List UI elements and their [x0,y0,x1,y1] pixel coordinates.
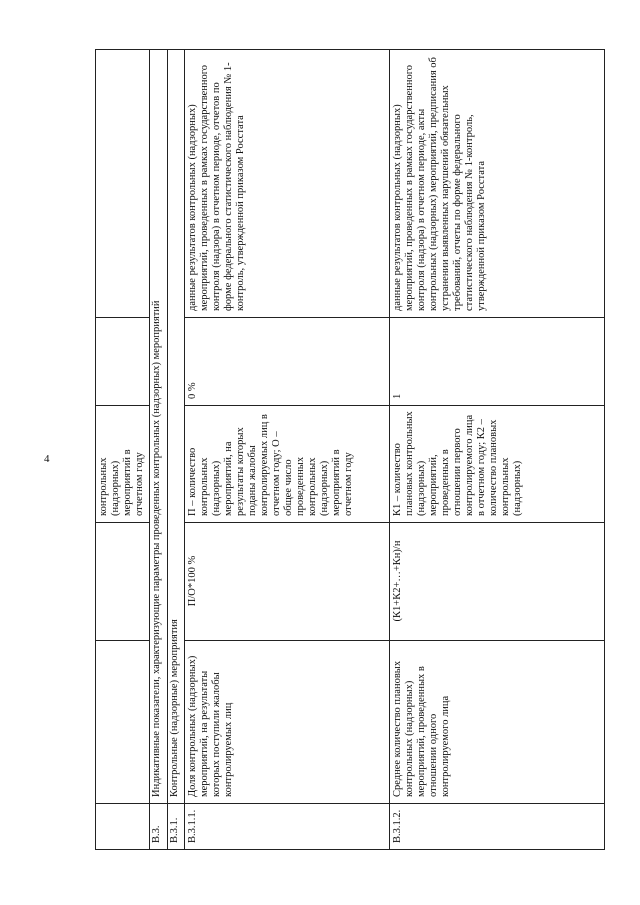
target-cell [96,318,150,406]
indicator-name: Доля контрольных (надзорных) мероприятий, на результаты которых поступили жалобы контролируемых лиц [184,641,389,804]
table-row [184,50,389,850]
formula-cell [96,523,150,641]
indicator-source: данные результатов контрольных (надзорных) мероприятий, проведенных в рамках государственного контроля (надзора) в отчетном периоде, отчетов по форме федерального статистического наблюдения № 1-контроль, утвержденной приказом Росстата [184,50,389,318]
indicator-formula: П/О*100 % [184,523,389,641]
name-cell [96,641,150,804]
indicators-table-sheet [95,50,605,850]
subsection-code: В.3.1. [167,804,184,850]
indicator-target: 1 [390,318,605,406]
table-row [390,50,605,850]
indicator-definitions: К1 – количество плановых контрольных (надзорных) мероприятий, проведенных в отношении первого контролируемого лица в отчетном году; К2 – количество плановых контрольных (надзорных) [390,406,605,523]
indicator-name: Среднее количество плановых контрольных (надзорных) мероприятий, проведенных в отношении одного контролируемого лица [390,641,605,804]
section-code: В.3. [150,804,167,850]
subsection-row [167,50,184,850]
page-number: 4 [44,453,50,465]
indicator-source: данные результатов контрольных (надзорных) мероприятий, проведенных в рамках государственного контроля (надзора) в отчетном периоде, акты контрольных (надзорных) мероприятий, предписания об устранении выявленных нарушений обязательных требований, отчеты по форме федерального статистического наблюдения № 1-контроль, утвержденной приказом Росстата [390,50,605,318]
indicator-code: В.3.1.1. [184,804,389,850]
source-cell [96,50,150,318]
subsection-title: Контрольные (надзорные) мероприятия [167,50,184,804]
indicators-table [95,49,605,850]
indicator-formula: (К1+К2+…+Кн)/н [390,523,605,641]
continuation-row [96,50,150,850]
definitions-cell: контрольных (надзорных) мероприятий в отчетном году [96,406,150,523]
indicator-code: В.3.1.2. [390,804,605,850]
section-row [150,50,167,850]
indicator-definitions: П – количество контрольных (надзорных) мероприятий, на результаты которых поданы жалобы контролируемых лиц в отчетном году; О – общее число проведенных контрольных (надзорных) мероприятий в отчетном году [184,406,389,523]
code-cell [96,804,150,850]
section-title: Индикативные показатели, характеризующие параметры проведенных контрольных (надзорных) мероприятий [150,50,167,804]
indicator-target: 0 % [184,318,389,406]
